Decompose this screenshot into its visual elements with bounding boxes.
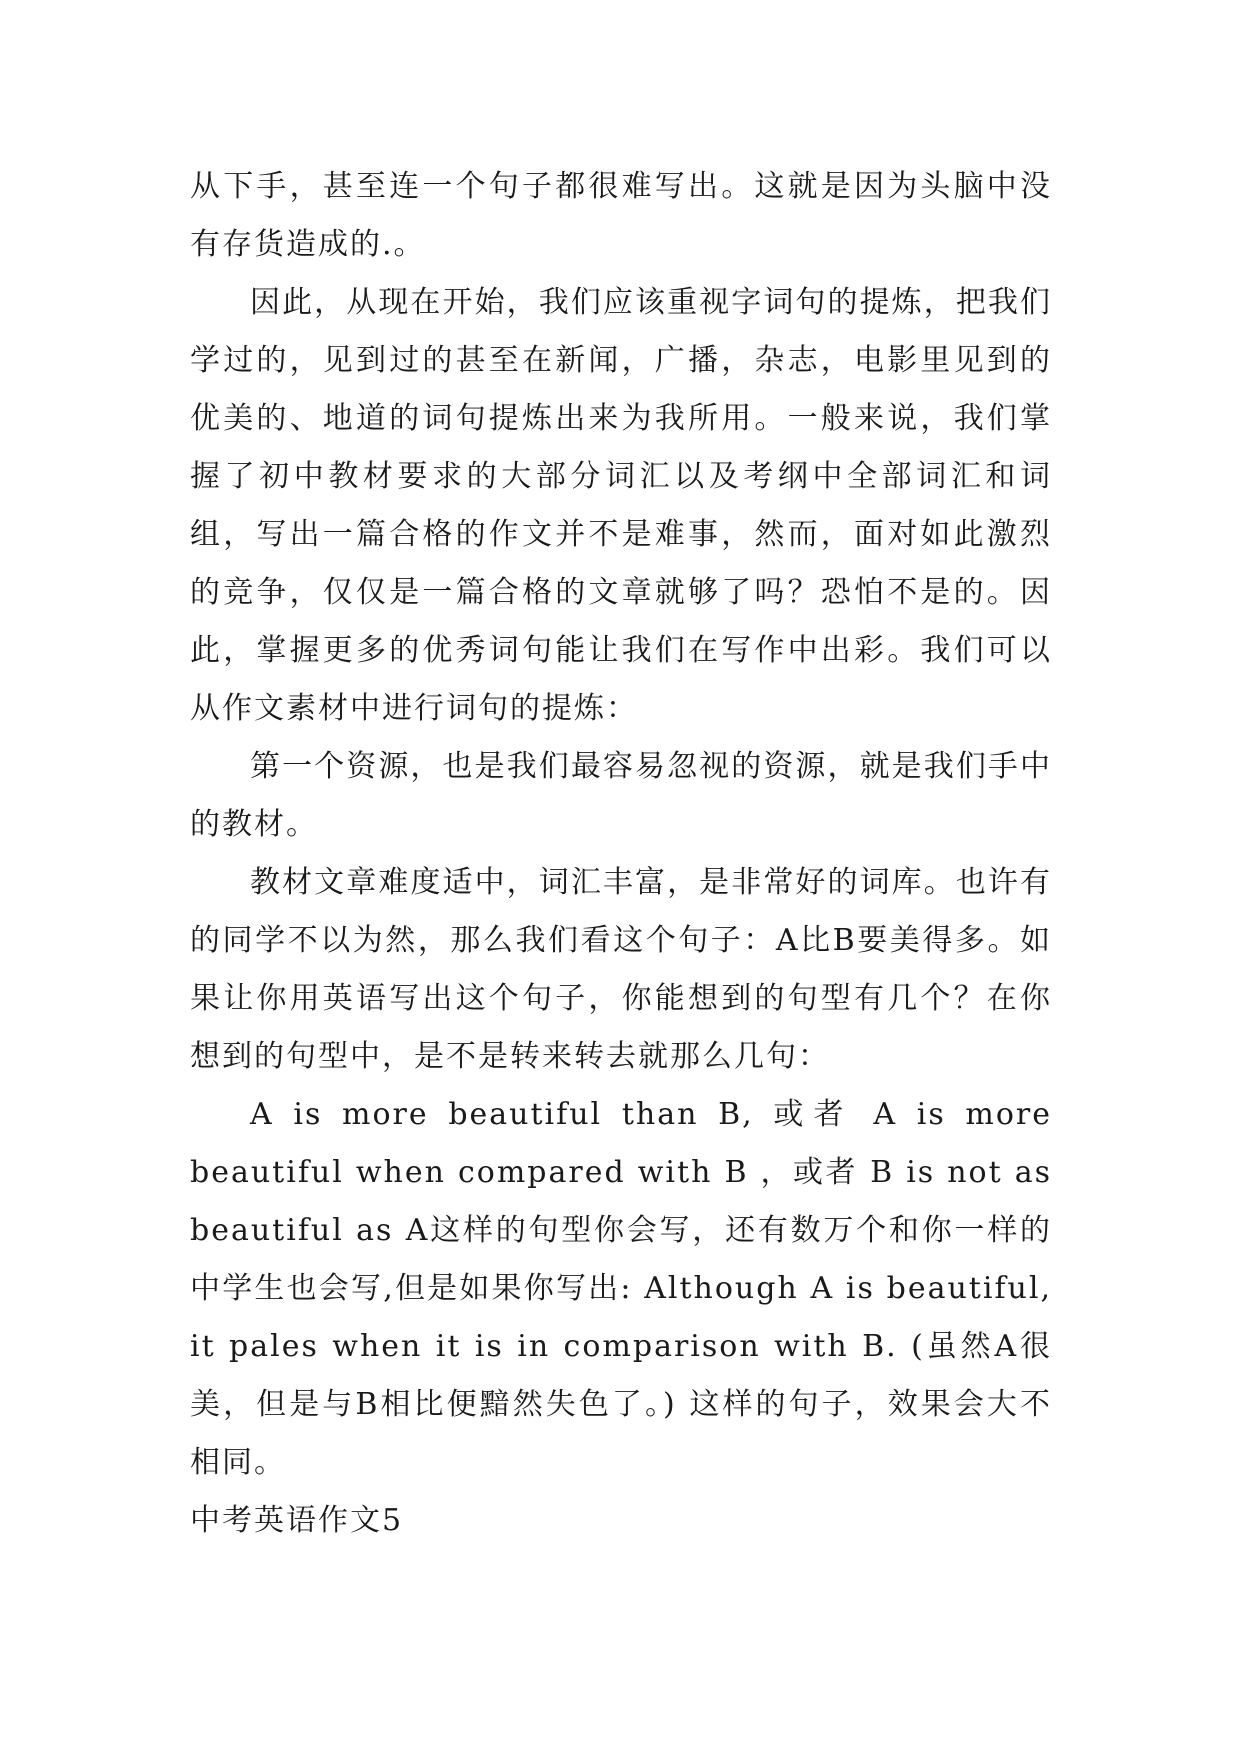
paragraph-1: 从下手，甚至连一个句子都很难写出。这就是因为头脑中没有存货造成的.。 xyxy=(190,169,1052,262)
section-heading: 中考英语作文5 xyxy=(190,1503,404,1538)
paragraph-3: 第一个资源，也是我们最容易忽视的资源，就是我们手中的教材。 xyxy=(190,749,1052,842)
paragraph-5: A is more beautiful than B, 或者 A is more beautiful when compared with B ，或者 B is not as beautiful as A这样的句型你会写，还有数万个和你一样的中学生也会写,但是如果你写出: Although A is beautiful, it pales when it is in comparison with B. (虽然A很美，但是与B相比便黯然失色了。) 这样的句子，效果会大不相同。 xyxy=(190,1097,1052,1480)
document-body xyxy=(190,158,1052,1550)
paragraph-4: 教材文章难度适中，词汇丰富，是非常好的词库。也许有的同学不以为然，那么我们看这个句子：A比B要美得多。如果让你用英语写出这个句子，你能想到的句型有几个？在你想到的句型中，是不是转来转去就那么几句： xyxy=(190,865,1052,1074)
paragraph-2: 因此，从现在开始，我们应该重视字词句的提炼，把我们学过的，见到过的甚至在新闻，广播，杂志，电影里见到的优美的、地道的词句提炼出来为我所用。一般来说，我们掌握了初中教材要求的大部分词汇以及考纲中全部词汇和词组，写出一篇合格的作文并不是难事，然而，面对如此激烈的竞争，仅仅是一篇合格的文章就够了吗？恐怕不是的。因此，掌握更多的优秀词句能让我们在写作中出彩。我们可以从作文素材中进行词句的提炼： xyxy=(190,285,1052,726)
